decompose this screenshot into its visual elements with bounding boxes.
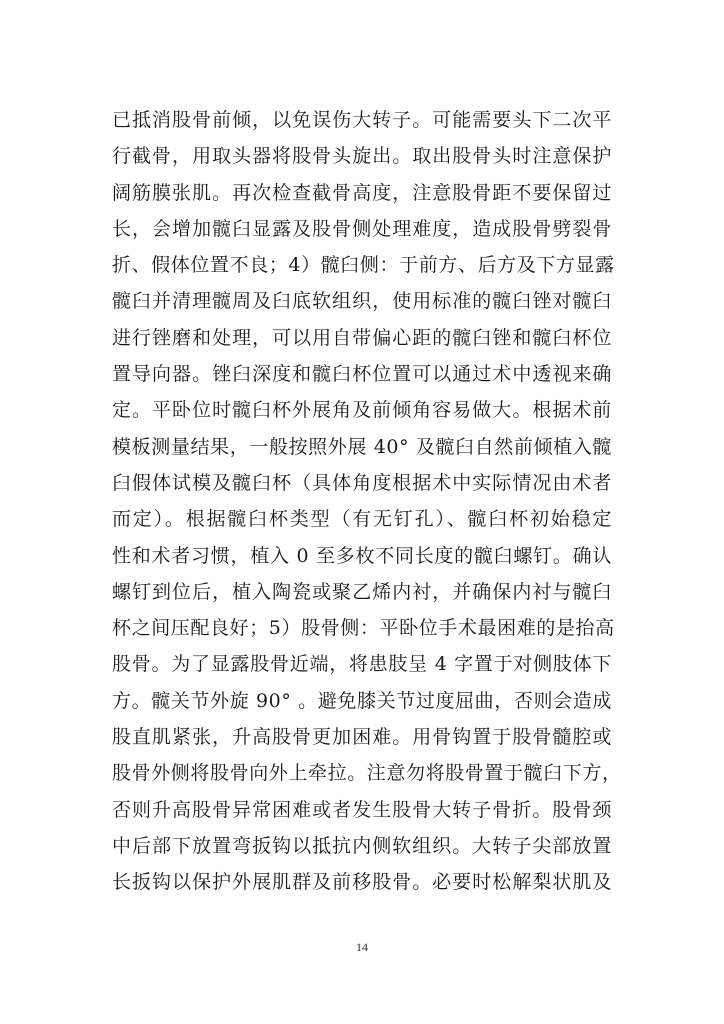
text-line: 已抵消股骨前倾，以免误伤大转子。可能需要头下二次平 [112, 109, 612, 131]
text-line: 否则升高股骨异常困难或者发生股骨大转子骨折。股骨颈 [112, 798, 612, 821]
text-line: 性和术者习惯，植入 0 至多枚不同长度的髋臼螺钉。确认 [112, 544, 612, 567]
text-line: 方。髋关节外旋 90° 。避免膝关节过度屈曲，否则会造成 [112, 689, 612, 712]
text-line: 髋臼并清理髋周及臼底软组织，使用标准的髋臼锉对髋臼 [112, 290, 612, 313]
text-line: 中后部下放置弯扳钩以抵抗内侧软组织。大转子尖部放置 [112, 834, 612, 857]
text-line: 模板测量结果，一般按照外展 40° 及髋臼自然前倾植入髋 [112, 435, 612, 458]
text-line: 长扳钩以保护外展肌群及前移股骨。必要时松解梨状肌及 [112, 871, 612, 894]
page-number: 14 [356, 940, 368, 954]
text-line: 股骨外侧将股骨向外上牵拉。注意勿将股骨置于髋臼下方， [112, 762, 622, 785]
text-line: 长，会增加髋臼显露及股骨侧处理难度，造成股骨劈裂骨 [112, 217, 612, 240]
text-line: 行截骨，用取头器将股骨头旋出。取出股骨头时注意保护 [112, 145, 612, 168]
text-line: 阔筋膜张肌。再次检查截骨高度，注意股骨距不要保留过 [112, 181, 612, 204]
text-line: 定。平卧位时髋臼杯外展角及前倾角容易做大。根据术前 [112, 399, 612, 422]
text-line: 而定）。根据髋臼杯类型（有无钉孔）、髋臼杯初始稳定 [112, 508, 612, 531]
body-text [112, 102, 622, 901]
text-line: 股骨。为了显露股骨近端，将患肢呈 4 字置于对侧肢体下 [112, 653, 612, 676]
text-line: 螺钉到位后，植入陶瓷或聚乙烯内衬，并确保内衬与髋臼 [112, 580, 612, 603]
text-line: 置导向器。锉臼深度和髋臼杯位置可以通过术中透视来确 [112, 363, 612, 386]
text-line: 股直肌紧张，升高股骨更加困难。用骨钩置于股骨髓腔或 [112, 726, 612, 749]
text-line: 折、假体位置不良；4）髋臼侧：于前方、后方及下方显露 [112, 254, 615, 277]
text-line: 杯之间压配良好；5）股骨侧：平卧位手术最困难的是抬高 [112, 617, 615, 640]
text-line: 进行锉磨和处理，可以用自带偏心距的髋臼锉和髋臼杯位 [112, 326, 612, 349]
text-line: 臼假体试模及髋臼杯（具体角度根据术中实际情况由术者 [112, 471, 612, 494]
